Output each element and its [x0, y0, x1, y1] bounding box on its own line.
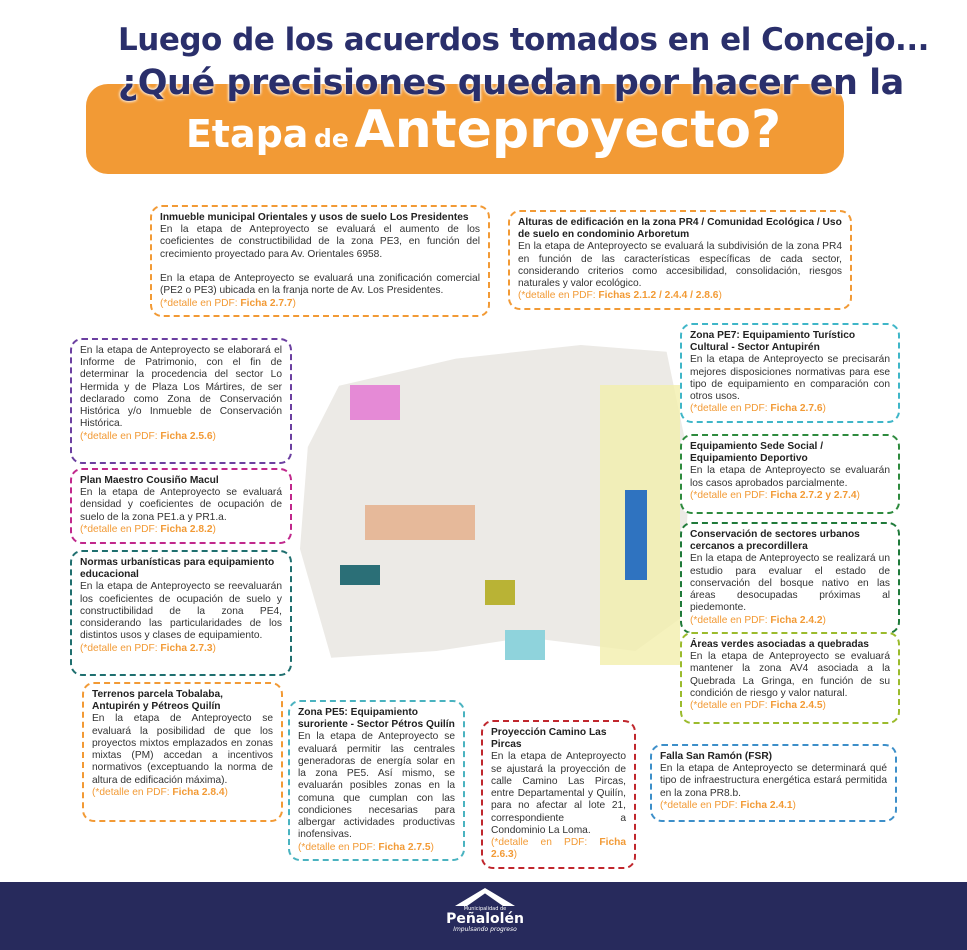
- box-title: Equipamiento Sede Social / Equipamiento Deportivo: [690, 441, 824, 465]
- map-zone-blue: [625, 490, 647, 580]
- header-line-3: Etapa de Anteproyecto?: [185, 100, 782, 160]
- box-body-2: En la etapa de Anteproyecto se evaluará una zonificación comercial (PE2 o PE3) ubicada en la franja norte de Av. Los Presidentes.: [160, 273, 480, 297]
- box-body: En la etapa de Anteproyecto se evaluarán los casos aprobados parcialmente.: [690, 465, 890, 489]
- info-box-6: [680, 522, 900, 634]
- box-detail: (*detalle en PDF: Ficha 2.7.2 y 2.7.4): [690, 489, 860, 501]
- info-box-9: [82, 682, 283, 822]
- box-detail: (*detalle en PDF: Fichas 2.1.2 / 2.4.4 / 2.8.6): [518, 290, 722, 302]
- box-title: Falla San Ramón (FSR): [660, 751, 773, 762]
- header-line-2: ¿Qué precisiones quedan por hacer en la: [118, 63, 904, 103]
- ficha-ref: Ficha 2.6.3: [491, 837, 626, 861]
- box-title: Alturas de edificación en la zona PR4 / Comunidad Ecológica / Uso de suelo en condominio Arboretum: [518, 217, 842, 241]
- map-zone-pink: [350, 385, 400, 420]
- box-title: Inmueble municipal Orientales y usos de suelo Los Presidentes: [160, 212, 469, 223]
- ficha-ref: Ficha 2.4.5: [770, 700, 823, 712]
- box-body: En la etapa de Anteproyecto se evaluará permitir las centrales generadoras de energía solar en la zona PE5. Así mismo, se evaluarán posibles zonas en la comuna que cumplan con las condiciones necesarias para albergar actividades productivas inofensivas.: [298, 731, 455, 841]
- box-detail: (*detalle en PDF: Ficha 2.4.2): [690, 614, 826, 626]
- info-box-5: [70, 468, 292, 544]
- box-body: En la etapa de Anteproyecto se evaluará mantener la zona AV4 asociada a la Quebrada La Gringa, en función de su condición de riesgo y valor natural.: [690, 651, 890, 699]
- ficha-ref: Ficha 2.7.3: [160, 642, 213, 654]
- ficha-ref: Ficha 2.7.6: [770, 403, 823, 415]
- box-detail: (*detalle en PDF: Ficha 2.7.5): [298, 841, 434, 853]
- box-detail: (*detalle en PDF: Ficha 2.7.3): [80, 642, 216, 654]
- map-zone-pe5: [505, 630, 545, 660]
- box-title: Terrenos parcela Tobalaba, Antupirén y Pétreos Quilín: [92, 689, 223, 713]
- info-box-8: [680, 632, 900, 724]
- box-body: En la etapa de Anteproyecto se elaborará el Informe de Patrimonio, con el fin de determinar la procedencia del sector Lo Hermida y de Plaza Los Mártires, de ser declarado como Zona de Conservación Histórica y/o Inmueble de Conservación Histórica.: [80, 345, 282, 430]
- box-body: En la etapa de Anteproyecto se evaluará densidad y coeficientes de ocupación de suelo de la zona PE1.a y PR1.a.: [80, 487, 282, 523]
- box-body: En la etapa de Anteproyecto se precisarán mejores disposiciones normativas para ese tipo de equipamiento en comparación con otros usos.: [690, 354, 890, 403]
- info-box-3: [680, 323, 900, 423]
- info-box-10: [288, 700, 465, 861]
- box-detail: (*detalle en PDF: Ficha 2.8.2): [80, 523, 216, 535]
- map-zone-pe4: [340, 565, 380, 585]
- box-body: En la etapa de Anteproyecto se evaluará el aumento de los coeficientes de constructibilidad de la zona PE3, en función del crecimiento proyectado para Av. Orientales 6958.: [160, 224, 480, 260]
- footer: [0, 882, 967, 950]
- box-detail: (*detalle en PDF: Ficha 2.6.3): [491, 837, 626, 861]
- box-body: En la etapa de Anteproyecto se reevaluarán los coeficientes de ocupación de suelo y constructibilidad de la zona PE4, considerando las particularidades de los distintos usos y clases de equipamiento.: [80, 581, 282, 642]
- penalolen-logo: Municipalidad de Peñalolén Impulsando progreso: [445, 888, 525, 933]
- box-detail: (*detalle en PDF: Ficha 2.5.6): [80, 430, 216, 442]
- box-title: Normas urbanísticas para equipamiento educacional: [80, 557, 275, 581]
- box-detail: (*detalle en PDF: Ficha 2.7.6): [690, 403, 826, 415]
- header-line-1: Luego de los acuerdos tomados en el Concejo...: [118, 22, 929, 58]
- box-title: Zona PE7: Equipamiento Turístico Cultural - Sector Antupirén: [690, 330, 856, 354]
- ficha-ref: Ficha 2.8.2: [160, 523, 213, 535]
- ficha-ref: Ficha 2.5.6: [160, 430, 213, 442]
- ficha-ref: Ficha 2.7.5: [378, 841, 431, 853]
- box-detail: (*detalle en PDF: Ficha 2.4.1): [660, 799, 796, 811]
- ficha-ref: Ficha 2.7.2 y 2.7.4: [770, 489, 857, 501]
- box-title: Proyección Camino Las Pircas: [491, 727, 607, 751]
- info-box-0: [150, 205, 490, 317]
- box-detail: (*detalle en PDF: Ficha 2.4.5): [690, 700, 826, 712]
- ficha-ref: Ficha 2.8.4: [172, 786, 225, 798]
- box-detail: (*detalle en PDF: Ficha 2.7.7): [160, 297, 296, 309]
- box-body: En la etapa de Anteproyecto se determinará qué tipo de infraestructura energética estará permitida en la zona PR8.b.: [660, 763, 887, 799]
- box-body: En la etapa de Anteproyecto se ajustará la proyección de calle Camino Las Pircas, entre Departamental y Quilín, para no afectar al lote 21, correspondiente a Condominio La Loma.: [491, 751, 626, 836]
- info-box-4: [680, 434, 900, 514]
- box-body: En la etapa de Anteproyecto se evaluará la posibilidad de que los proyectos mixtos emplazados en zonas mixtas (PM) accedan a incentivos normativos (exceptuando la norma de altura de edificación máxima).: [92, 713, 273, 786]
- box-title: Zona PE5: Equipamiento suroriente - Sector Pétros Quilín: [298, 707, 455, 731]
- ficha-ref: Ficha 2.4.2: [770, 614, 823, 626]
- info-box-1: [508, 210, 852, 310]
- ficha-ref: Fichas 2.1.2 / 2.4.4 / 2.8.6: [598, 290, 719, 302]
- ficha-ref: Ficha 2.7.7: [240, 297, 293, 309]
- box-body: En la etapa de Anteproyecto se evaluará la subdivisión de la zona PR4 en función de las características específicas de cada sector, considerando criterios como accesibilidad, consolidación, riesgos naturales y valor ecológico.: [518, 241, 842, 290]
- box-title: Áreas verdes asociadas a quebradas: [690, 639, 869, 650]
- info-box-2: [70, 338, 292, 464]
- map-zone-olive: [485, 580, 515, 605]
- map-zone-pe: [365, 505, 475, 540]
- mountain-icon: [455, 888, 515, 906]
- box-title: Plan Maestro Cousiño Macul: [80, 475, 219, 486]
- info-box-11: [481, 720, 636, 869]
- info-box-12: [650, 744, 897, 822]
- ficha-ref: Ficha 2.4.1: [740, 799, 793, 811]
- box-body: En la etapa de Anteproyecto se realizará un estudio para evaluar el estado de conservación del bosque nativo en las áreas desocupadas próximas al piedemonte.: [690, 553, 890, 614]
- box-title: Conservación de sectores urbanos cercanos a precordillera: [690, 529, 860, 553]
- box-detail: (*detalle en PDF: Ficha 2.8.4): [92, 786, 228, 798]
- info-box-7: [70, 550, 292, 676]
